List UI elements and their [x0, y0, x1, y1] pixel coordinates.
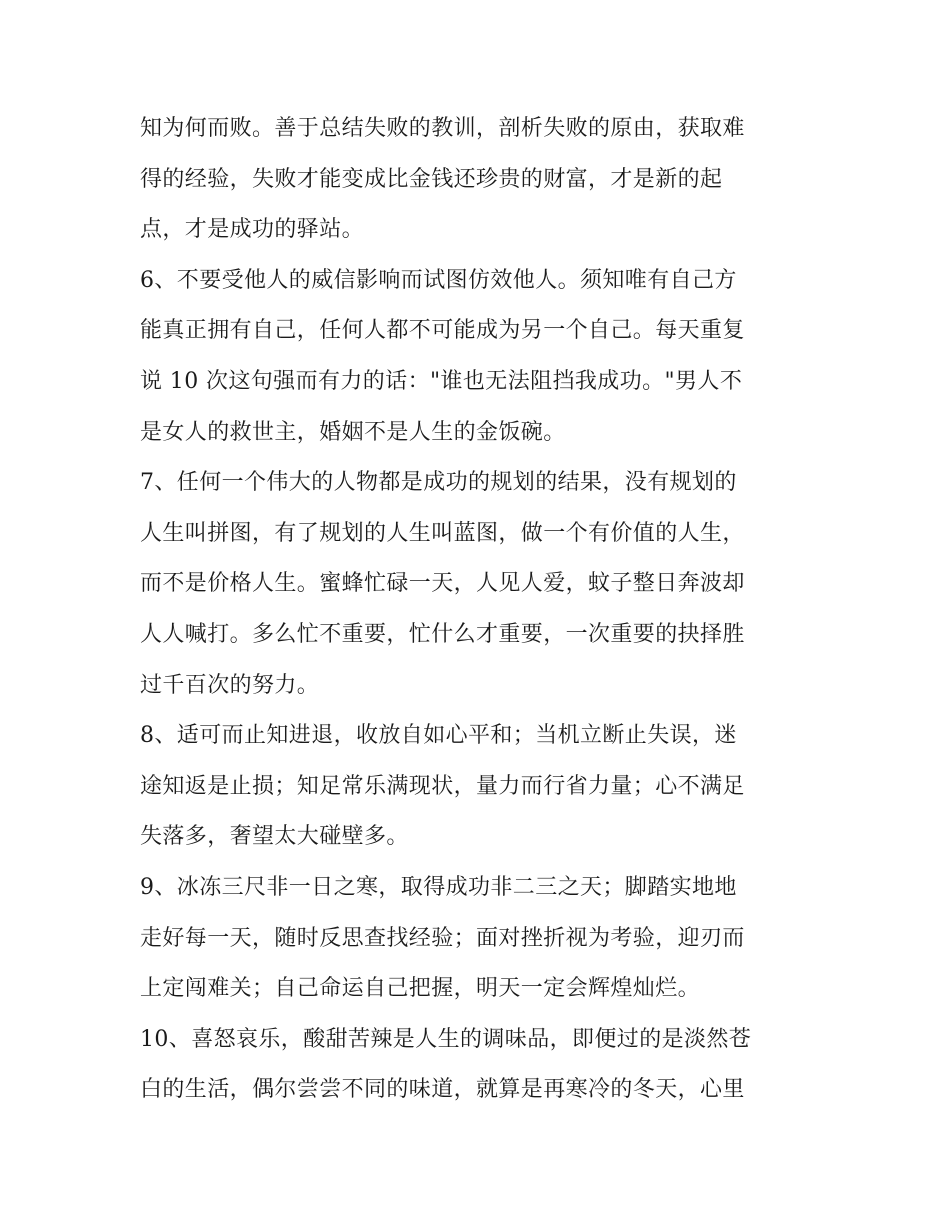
text-line: 9、冰冻三尺非一日之寒，取得成功非二三之天；脚踏实地地 — [140, 874, 737, 900]
text-line: 得的经验，失败才能变成比金钱还珍贵的财富，才是新的起 — [140, 166, 723, 192]
text-line: 途知返是止损；知足常乐满现状，量力而行省力量；心不满足 — [140, 773, 745, 799]
text-line: 8、适可而止知进退，收放自如心平和；当机立断止失误，迷 — [140, 723, 737, 749]
text-line: 10、喜怒哀乐，酸甜苦辣是人生的调味品，即便过的是淡然苍 — [140, 1026, 752, 1052]
text-line: 6、不要受他人的威信影响而试图仿效他人。须知唯有自己方 — [140, 267, 737, 293]
text-line: 上定闯难关；自己命运自己把握，明天一定会辉煌灿烂。 — [140, 976, 701, 1002]
text-line: 人人喊打。多么忙不重要，忙什么才重要，一次重要的抉择胜 — [140, 621, 745, 647]
text-line: 走好每一天，随时反思查找经验；面对挫折视为考验，迎刃而 — [140, 925, 745, 951]
text-line: 7、任何一个伟大的人物都是成功的规划的结果，没有规划的 — [140, 470, 737, 496]
text-line: 点，才是成功的驿站。 — [140, 217, 365, 243]
text-line: 而不是价格人生。蜜蜂忙碌一天，人见人爱，蚊子整日奔波却 — [140, 571, 745, 597]
text-line: 说 10 次这句强而有力的话："谁也无法阻挡我成功。"男人不 — [140, 368, 743, 394]
text-line: 白的生活，偶尔尝尝不同的味道，就算是再寒冷的冬天，心里 — [140, 1077, 745, 1103]
text-line: 能真正拥有自己，任何人都不可能成为另一个自己。每天重复 — [140, 318, 745, 344]
text-line: 过千百次的努力。 — [140, 672, 320, 698]
document-body — [140, 104, 815, 1116]
text-line: 是女人的救世主，婚姻不是人生的金饭碗。 — [140, 419, 566, 445]
text-line: 知为何而败。善于总结失败的教训，剖析失败的原由，获取难 — [140, 116, 745, 141]
text-line: 失落多，奢望太大碰壁多。 — [140, 824, 409, 850]
text-line: 人生叫拼图，有了规划的人生叫蓝图，做一个有价值的人生， — [140, 520, 745, 546]
